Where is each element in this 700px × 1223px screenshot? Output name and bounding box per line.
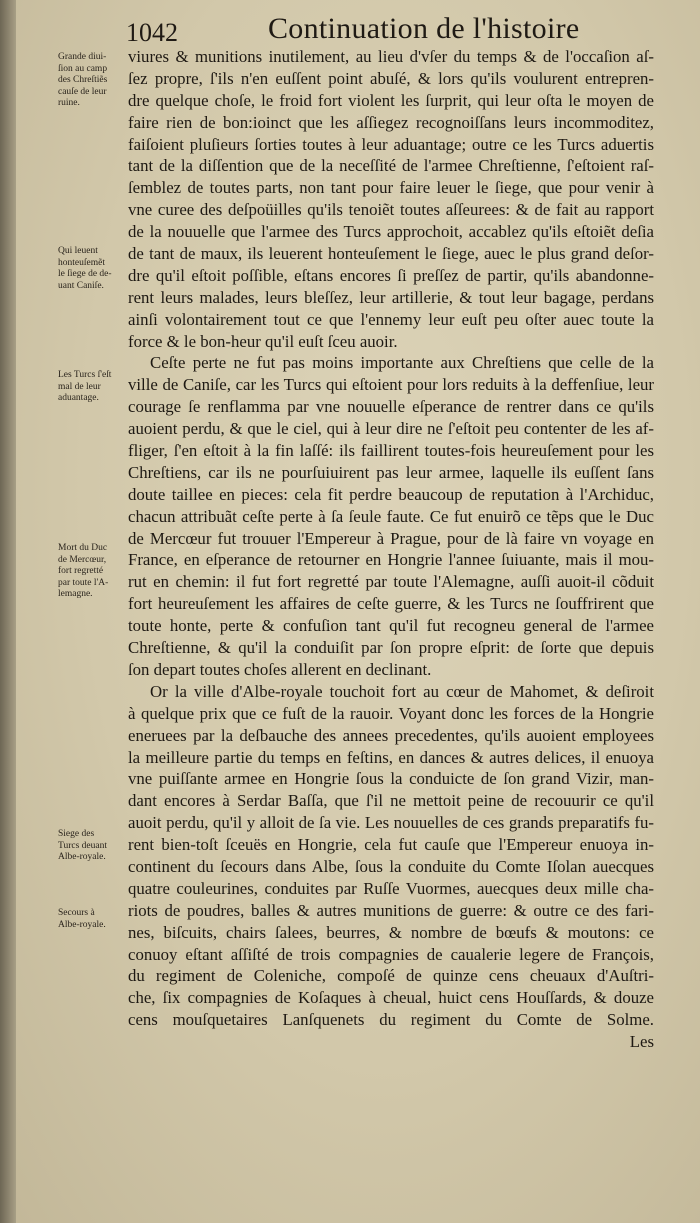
- text-line: dre quelque choſe, le froid fort violent les ſurprit, qui leur oſta le moyen de: [128, 90, 654, 110]
- page-number: 1042: [126, 18, 178, 47]
- text-line: continent du ſecours dans Albe, ſous la conduite du Comte Iſolan auecques: [128, 856, 654, 876]
- margin-note-line: Grande diui-: [58, 52, 107, 62]
- text-line: dre qu'il eſtoit poſſible, eſtans encores ſi preſſez de partir, qu'ils abandonne-: [128, 265, 654, 285]
- catchword: Les: [629, 1032, 654, 1052]
- text-line: ſemblez de toutes parts, non tant pour faire leuer le ſiege, que pour venir à: [128, 178, 654, 198]
- text-line: doute taillee en pieces: cela fit perdre beaucoup de reputation à l'Archiduc,: [128, 484, 654, 504]
- margin-note-line: Mort du Duc: [58, 543, 108, 553]
- margin-note-line: de Mercœur,: [58, 554, 107, 565]
- text-line: fort heureuſement les affaires de ceſte guerre, & les Turcs ne ſouffrirent que: [128, 594, 654, 614]
- text-line: ainſi volontairement tout ce que l'ennemy leur euſt peu oſter auec toute la: [128, 309, 654, 329]
- text-line: auoit perdu, qu'il y alloit de ſa vie. Les nouuelles de ces grands preparatifs fu-: [128, 813, 654, 833]
- text-line: France, en eſperance de retourner en Hongrie l'annee ſuiuante, mais il mou-: [128, 550, 654, 570]
- text-line: rent leurs malades, leurs bleſſez, leur artillerie, & tout leur bagage, perdans: [128, 287, 654, 307]
- margin-note-line: mal de leur: [58, 381, 101, 392]
- margin-note-line: Albe-royale.: [58, 919, 106, 930]
- text-line: cens mouſquetaires Lanſquenets du regiment du Comte de Solme.: [128, 1010, 654, 1030]
- margin-note-line: le ſiege de de-: [58, 269, 112, 279]
- margin-note-line: Siege des: [58, 829, 95, 839]
- text-line: courage ſe renflamma par vne nouuelle eſperance de rentrer dans ce qu'ils: [128, 397, 654, 417]
- text-line: faiſoient pluſieurs ſorties toutes à leur aduantage; outre ce les Turcs aduertis: [128, 134, 654, 154]
- body-text: [128, 46, 654, 1053]
- text-line: quatre couleurines, conduites par Ruſſe Vuormes, auecques deux mille cha-: [128, 878, 654, 898]
- margin-note-line: ſion au camp: [58, 63, 108, 74]
- text-line: eneruees par la deſbauche des annees precedentes, qu'ils auoient employees: [128, 725, 654, 745]
- text-line: à quelque prix que ce fuſt de la rauoir. Voyant donc les forces de la Hongrie: [128, 703, 654, 723]
- margin-note-line: des Chreſtiẽs: [58, 75, 108, 85]
- margin-note-line: Turcs deuant: [58, 840, 107, 851]
- margin-note-3: [58, 370, 124, 405]
- margin-note-line: fort regretté: [58, 566, 104, 576]
- text-line: che, ſix compagnies de Koſaques à cheual, huict cens Houſſards, & douze: [128, 988, 654, 1008]
- text-line: rut en chemin: il fut fort regretté par toute l'Alemagne, auſſi auoit-il cõduit: [128, 572, 654, 592]
- margin-note-line: cauſe de leur: [58, 86, 107, 97]
- text-line: dant encores à Serdar Baſſa, que ſ'il ne mettoit peine de recouurir ce qu'il: [128, 791, 654, 811]
- margin-note-1: [58, 52, 124, 110]
- margin-note-5: [58, 829, 124, 864]
- margin-note-line: ruine.: [58, 98, 80, 108]
- text-line: rent bien-toſt ſceuës en Hongrie, cela fut cauſe que l'Empereur enuoya in-: [128, 835, 654, 855]
- text-line: vne curee des deſpoüilles qu'ils tenoiẽt toutes aſſeurees: & de fait au rapport: [128, 200, 654, 220]
- text-line: force & le bon-heur qu'il euſt ſceu auoir.: [128, 331, 398, 351]
- margin-note-2: [58, 246, 124, 292]
- text-line: la meilleure partie du temps en feſtins, en dances & autres delices, il enuoya: [128, 747, 654, 767]
- margin-note-line: aduantage.: [58, 393, 99, 403]
- text-line: Or la ville d'Albe-royale touchoit fort au cœur de Mahomet, & deſiroit: [150, 681, 654, 701]
- text-line: de la nouuelle que l'armee des Turcs approchoit, accablez qu'ils eſtoiẽt deſia: [128, 222, 654, 242]
- running-title: Continuation de l'histoire: [268, 12, 580, 45]
- margin-note-line: Albe-royale.: [58, 852, 106, 862]
- margin-note-line: Secours à: [58, 908, 95, 918]
- text-line: viures & munitions inutilement, au lieu d'vſer du temps & de l'occaſion aſ-: [128, 47, 654, 66]
- text-line: Chreſtiens, car ils ne pourſuiuirent pas leur armee, laquelle ils euſſent ſans: [128, 462, 654, 482]
- margin-note-line: lemagne.: [58, 589, 93, 599]
- text-line: fliger, ſ'en eſtoit à la fin laſſé: ils faillirent toutes-fois heureuſement pour les: [128, 441, 654, 461]
- text-line: riots de poudres, balles & autres munitions de guerre: & outre ce des fari-: [128, 900, 654, 920]
- text-line: de Mercœur fut trouuer l'Empereur à Prague, pour de là faire vn voyage en: [128, 528, 654, 548]
- margin-note-line: par toute l'A-: [58, 577, 109, 588]
- text-line: ſez propre, ſ'ils n'en euſſent point abuſé, & lors qu'ils voulurent entrepren-: [128, 68, 654, 88]
- text-line: Ceſte perte ne fut pas moins importante aux Chreſtiens que celle de la: [150, 353, 654, 373]
- text-line: chacun attribuãt ceſte perte à ſa ſeule faute. Ce fut enuirõ ce tẽps que le Duc: [128, 506, 654, 526]
- margin-note-line: Les Turcs ſ'eſt: [58, 370, 112, 380]
- margin-note-line: uant Caniſe.: [58, 280, 104, 291]
- margin-note-line: Qui leuent: [58, 246, 98, 256]
- text-line: vne puiſſante armee en Hongrie ſous la conduicte de ſon grand Vizir, man-: [128, 769, 654, 789]
- text-line: ville de Caniſe, car les Turcs qui eſtoient pour lors reduits à la deffenſiue, leur: [128, 375, 654, 395]
- margin-note-4: [58, 543, 124, 601]
- text-line: de tant de maux, ils leuerent honteuſement le ſiege, auec le plus grand deſor-: [128, 244, 654, 264]
- text-line: nes, biſcuits, chairs ſalees, beurres, & nombre de bœufs & moutons: ce: [128, 922, 654, 942]
- text-line: conuoy eſtant aſſiſté de trois compagnies de caualerie legere de François,: [128, 944, 654, 964]
- text-line: du regiment de Coleniche, compoſé de quinze cens cheuaux d'Auſtri-: [128, 966, 654, 986]
- binding-gutter: [0, 0, 16, 1223]
- text-line: auoient perdu, & que le ciel, qui à leur dire ne ſ'eſtoit peu contenter de les af-: [128, 419, 654, 439]
- text-line: toute honte, perte & confuſion tant qu'il fut recogneu general de l'armee: [128, 616, 654, 636]
- margin-note-6: [58, 908, 124, 931]
- margin-note-line: honteuſemẽt: [58, 257, 105, 268]
- text-line: faire rien de bon:ioinct que les aſſiegez recognoiſſans leurs incommoditez,: [128, 112, 654, 132]
- text-line: ſon depart toutes choſes allerent en declinant.: [128, 659, 432, 679]
- text-line: Chreſtienne, & qu'il la conduiſit par ſon propre eſprit: de ſorte que depuis: [128, 638, 654, 658]
- text-line: tant de la diſſention que de la neceſſité de l'armee Chreſtienne, ſ'eſtoient raſ-: [128, 156, 654, 176]
